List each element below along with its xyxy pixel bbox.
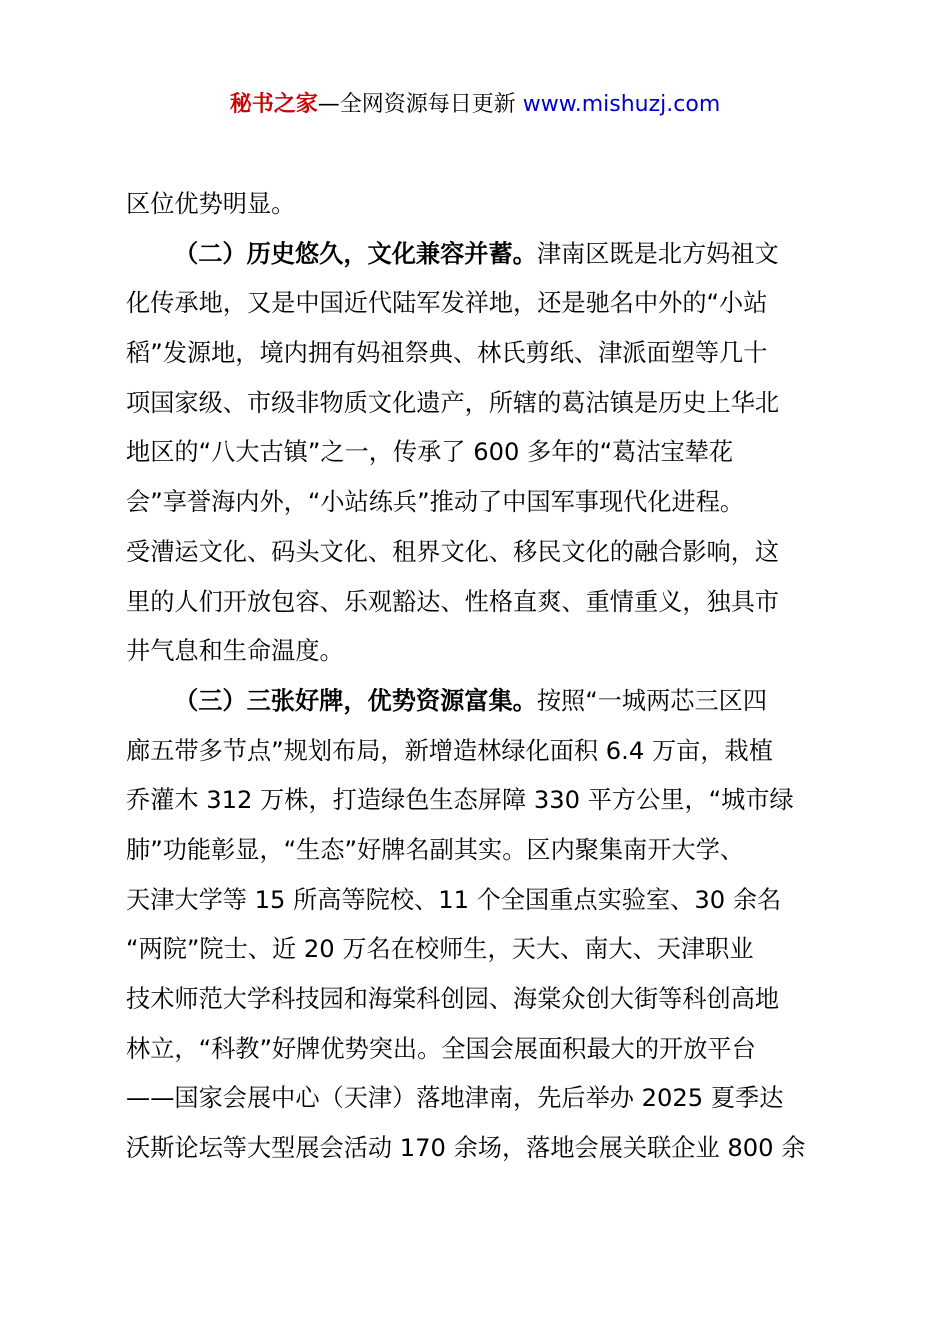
section-heading: （二）历史悠久，文化兼容并蓄。 [174,239,537,268]
line-text: 化传承地，又是中国近代陆军发祥地，还是驰名中外的“小站 [126,289,768,318]
text-line [126,230,832,280]
text-line [126,428,832,478]
line-text: 肺”功能彰显，“生态”好牌名副其实。区内聚集南开大学、 [126,835,745,864]
line-text: 林立，“科教”好牌优势突出。全国会展面积最大的开放平台 [126,1034,756,1063]
text-line [126,478,832,528]
line-text: 按照“一城两芯三区四 [536,686,768,715]
line-text: 会”享誉海内外，“小站练兵”推动了中国军事现代化进程。 [126,488,745,517]
line-text: 井气息和生命温度。 [126,637,344,666]
text-line [126,379,832,429]
text-line [126,677,832,727]
text-line [126,1025,832,1075]
line-text: 区位优势明显。 [126,190,296,218]
text-line [126,1124,832,1174]
text-line [126,180,832,230]
site-url[interactable]: www.mishuzj.com [522,92,721,117]
text-line [126,1074,832,1124]
line-text: ——国家会展中心（天津）落地津南，先后举办 2025 夏季达 [126,1084,784,1113]
header-tagline: —全网资源每日更新 [317,92,523,117]
line-text: 受漕运文化、码头文化、租界文化、移民文化的融合影响，这 [126,537,780,566]
line-text: 廊五带多节点”规划布局，新增造林绿化面积 6.4 万亩，栽植 [126,736,773,765]
text-line [126,578,832,628]
line-text: “两院”院士、近 20 万名在校师生，天大、南大、天津职业 [126,935,754,964]
text-line [126,876,832,926]
text-line [126,528,832,578]
text-line [126,627,832,677]
line-text: 技术师范大学科技园和海棠科创园、海棠众创大街等科创高地 [126,985,780,1013]
text-line [126,776,832,826]
line-text: 稻”发源地，境内拥有妈祖祭典、林氏剪纸、津派面塑等几十 [126,339,768,368]
text-line [126,727,832,777]
text-line [126,975,832,1025]
line-text: 沃斯论坛等大型展会活动 170 余场，落地会展关联企业 800 余 [126,1134,806,1163]
section-heading: （三）三张好牌，优势资源富集。 [174,686,537,715]
text-line [126,279,832,329]
line-text: 天津大学等 15 所高等院校、11 个全国重点实验室、30 余名 [126,885,782,914]
text-line [126,925,832,975]
site-header [0,88,950,122]
line-text: 地区的“八大古镇”之一，传承了 600 多年的“葛沽宝辇花 [126,438,734,467]
document-body [126,180,832,1174]
text-line [126,329,832,379]
line-text: 项国家级、市级非物质文化遗产，所辖的葛沽镇是历史上华北 [126,388,780,417]
brand-name: 秘书之家 [229,92,318,117]
text-line [126,826,832,876]
line-text: 里的人们开放包容、乐观豁达、性格直爽、重情重义，独具市 [126,587,780,616]
line-text: 乔灌木 312 万株，打造绿色生态屏障 330 平方公里，“城市绿 [126,786,794,815]
line-text: 津南区既是北方妈祖文 [536,239,779,268]
